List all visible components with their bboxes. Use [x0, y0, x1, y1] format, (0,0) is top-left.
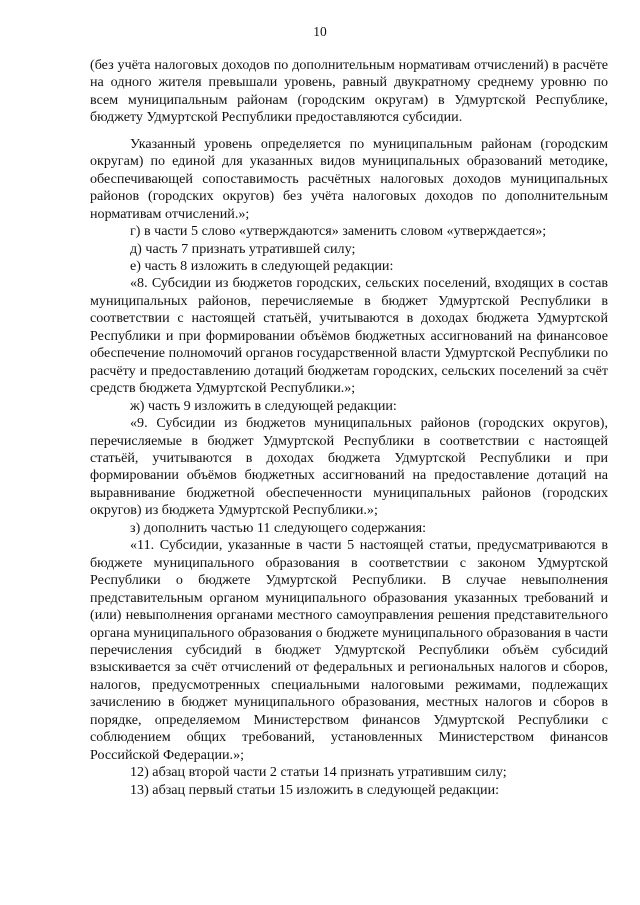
paragraph-level-definition: Указанный уровень определяется по муниципальным районам (городским округам) по единой для указанных видов муниципальных образований методике, обеспечивающей сопоставимость расчётных налоговых доходов муниципальных районов (городских округов) без учёта налоговых доходов по дополнительным нормативам отчислений.»;	[90, 135, 608, 222]
page-number: 10	[313, 24, 327, 39]
paragraph-item-12: 12) абзац второй части 2 статьи 14 признать утратившим силу;	[130, 764, 507, 781]
paragraph-item-zh: ж) часть 9 изложить в следующей редакции:	[130, 397, 397, 414]
paragraph-item-d: д) часть 7 признать утратившей силу;	[130, 240, 356, 257]
paragraph-item-z: з) дополнить частью 11 следующего содержания:	[130, 519, 427, 536]
document-body	[90, 57, 608, 799]
paragraph-item-13: 13) абзац первый статьи 15 изложить в следующей редакции:	[130, 781, 500, 798]
paragraph-part-8: «8. Субсидии из бюджетов городских, сельских поселений, входящих в состав муниципальных районов, перечисляемые в бюджет Удмуртской Республики в соответствии с настоящей статьёй, учитываются в доходах бюджета Удмуртской Республики и при формировании объёмов бюджетных ассигнований на финансовое обеспечение полномочий органов государственной власти Удмуртской Республики по расчёту и предоставлению дотаций бюджетам городских, сельских поселений за счёт средств бюджета Удмуртской Республики.»;	[90, 275, 608, 397]
paragraph-continuation: (без учёта налоговых доходов по дополнительным нормативам отчислений) в расчёте на одного жителя превышали уровень, равный двукратному среднему уровню по всем муниципальным районам (городским округам) в Удмуртской Республике, бюджету Удмуртской Республики предоставляются субсидии.	[90, 57, 608, 126]
paragraph-item-e: е) часть 8 изложить в следующей редакции:	[130, 257, 394, 274]
paragraph-item-g: г) в части 5 слово «утверждаются» заменить словом «утверждается»;	[130, 223, 547, 240]
paragraph-part-9: «9. Субсидии из бюджетов муниципальных районов (городских округов), перечисляемые в бюджет Удмуртской Республики в соответствии с настоящей статьёй, учитываются в доходах бюджета Удмуртской Республики и при формировании объёмов бюджетных ассигнований на предоставление дотаций на выравнивание бюджетной обеспеченности муниципальных районов (городских округов) из бюджета Удмуртской Республики.»;	[90, 415, 608, 519]
paragraph-part-11: «11. Субсидии, указанные в части 5 настоящей статьи, предусматриваются в бюджете муниципального образования в соответствии с законом Удмуртской Республики о бюджете Удмуртской Республики. В случае невыполнения представительным органом муниципального образования указанных требований и (или) невыполнения органами местного самоуправления решения представительного органа муниципального образования о бюджете муниципального образования в части перечисления субсидий в бюджет Удмуртской Республики объём субсидий взыскивается за счёт отчислений от федеральных и региональных налогов и сборов, налогов, предусмотренных специальными налоговыми режимами, подлежащих зачислению в бюджет муниципального образования, местных налогов и сборов в порядке, определяемом Министерством финансов Удмуртской Республики с соблюдением общих требований, установленных Министерством финансов Российской Федерации.»;	[90, 537, 608, 763]
